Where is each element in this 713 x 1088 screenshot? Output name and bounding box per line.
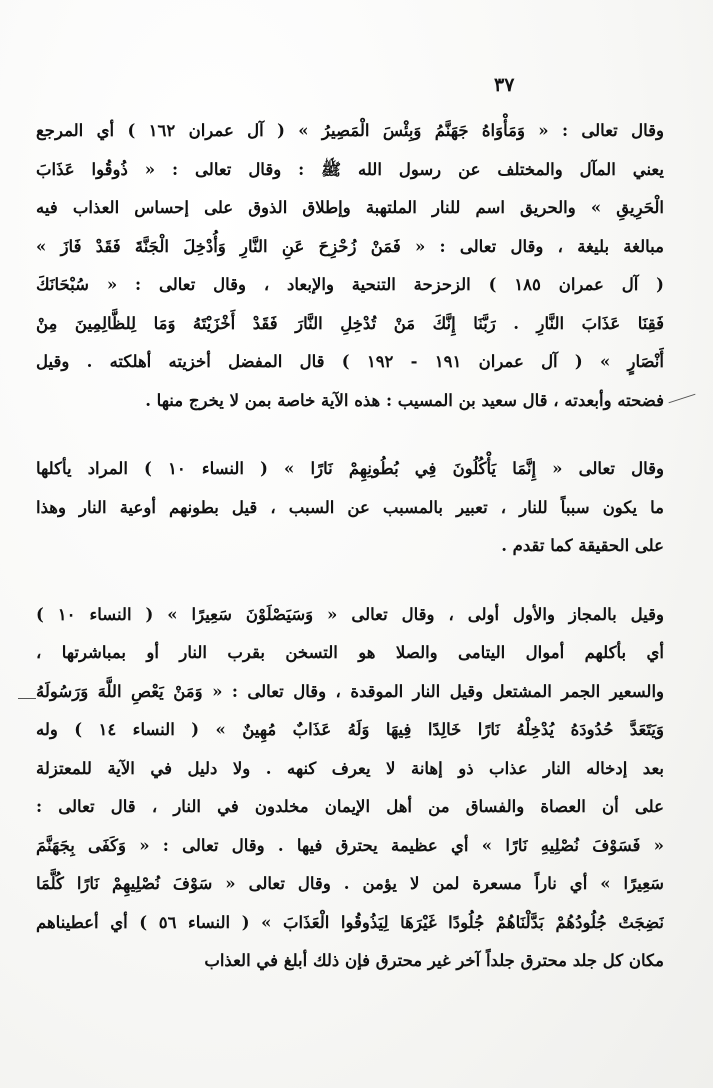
margin-mark xyxy=(669,394,696,404)
paragraph-spacer xyxy=(36,420,664,450)
text-line: فضحته وأبعدته ، قال سعيد بن المسيب : هذه الآية خاصة بمن لا يخرج منها . xyxy=(145,390,664,410)
text-line: على الحقيقة كما تقدم . xyxy=(501,536,664,555)
margin-mark xyxy=(18,698,36,699)
paragraph-1 xyxy=(36,112,664,420)
page-number: ٣٧ xyxy=(494,74,515,96)
text-line: وقال تعالى « إِنَّمَا يَأْكُلُونَ فِي بُطُونِهِمْ نَارًا » ( النساء ١٠ ) المراد يأكلها xyxy=(36,459,664,478)
text-line: « فَسَوْفَ نُصْلِيهِ نَارًا » أي عظيمة يحترق فيها . وقال تعالى : « وَكَفَى بِجَهَنَّمَ xyxy=(36,835,664,855)
page-body xyxy=(36,112,664,981)
text-line: مبالغة بليغة ، وقال تعالى : « فَمَنْ زُحْزِحَ عَنِ النَّارِ وَأُدْخِلَ الْجَنَّةَ فَقَدْ فَازَ » xyxy=(36,236,664,256)
text-line: بعد إدخاله النار عذاب ذو إهانة لا يعرف كنهه . ولا دليل في الآية للمعتزلة xyxy=(36,758,664,778)
text-line: وقال تعالى : « وَمَأْوَاهُ جَهَنَّمُ وَبِئْسَ الْمَصِيرُ » ( آل عمران ١٦٢ ) أي المرجع xyxy=(36,121,664,140)
text-line: فَقِنَا عَذَابَ النَّارِ . رَبَّنَا إِنَّكَ مَنْ تُدْخِلِ النَّارَ فَقَدْ أَخْزَيْتَهُ وَمَا لِلظَّالِمِينَ مِنْ xyxy=(36,313,664,333)
text-line: أي بأكلهم أموال اليتامى والصلا هو التسخن بقرب النار أو بمباشرتها ، xyxy=(36,643,664,662)
text-line: ( آل عمران ١٨٥ ) الزحزحة التنحية والإبعاد ، وقال تعالى : « سُبْحَانَكَ xyxy=(36,275,664,294)
text-line: والسعير الجمر المشتعل وقيل النار الموقدة ، وقال تعالى : « وَمَنْ يَعْصِ اللَّهَ وَرَسُولَهُ xyxy=(36,681,664,701)
text-line: يعني المآل والمختلف عن رسول الله ﷺ : وقال تعالى : « ذُوقُوا عَذَابَ xyxy=(36,159,664,179)
text-line: مكان كل جلد محترق جلداً آخر غير محترق فإن ذلك أبلغ في العذاب xyxy=(204,951,664,970)
paragraph-3 xyxy=(36,596,664,981)
text-line: وَيَتَعَدَّ حُدُودَهُ يُدْخِلْهُ نَارًا خَالِدًا فِيهَا وَلَهُ عَذَابٌ مُهِينٌ » ( النساء ١٤ ) وله xyxy=(36,720,664,739)
paragraph-spacer xyxy=(36,566,664,596)
text-line: وقيل بالمجاز والأول أولى ، وقال تعالى « وَسَيَصْلَوْنَ سَعِيرًا » ( النساء ١٠ ) xyxy=(36,604,664,624)
text-line: نَضِجَتْ جُلُودُهُمْ بَدَّلْنَاهُمْ جُلُودًا غَيْرَهَا لِيَذُوقُوا الْعَذَابَ » ( النساء ٥٦ ) أي أعطيناهم xyxy=(36,912,664,932)
text-line: الْحَرِيقِ » والحريق اسم للنار الملتهبة وإطلاق الذوق على إحساس العذاب فيه xyxy=(36,198,664,217)
text-line: ما يكون سبباً للنار ، تعبير بالمسبب عن السبب ، قيل بطونهم أوعية النار وهذا xyxy=(36,497,664,517)
text-line: سَعِيرًا » أي ناراً مسعرة لمن لا يؤمن . وقال تعالى « سَوْفَ نُصْلِيهِمْ نَارًا كُلَّمَا xyxy=(36,874,664,893)
text-line: على أن العصاة والفساق من أهل الإيمان مخلدون في النار ، قال تعالى : xyxy=(36,797,664,816)
text-line: أَنْصَارٍ » ( آل عمران ١٩١ - ١٩٢ ) قال المفضل أخزيته أهلكته . وقيل xyxy=(36,352,664,371)
paragraph-2 xyxy=(36,450,664,566)
